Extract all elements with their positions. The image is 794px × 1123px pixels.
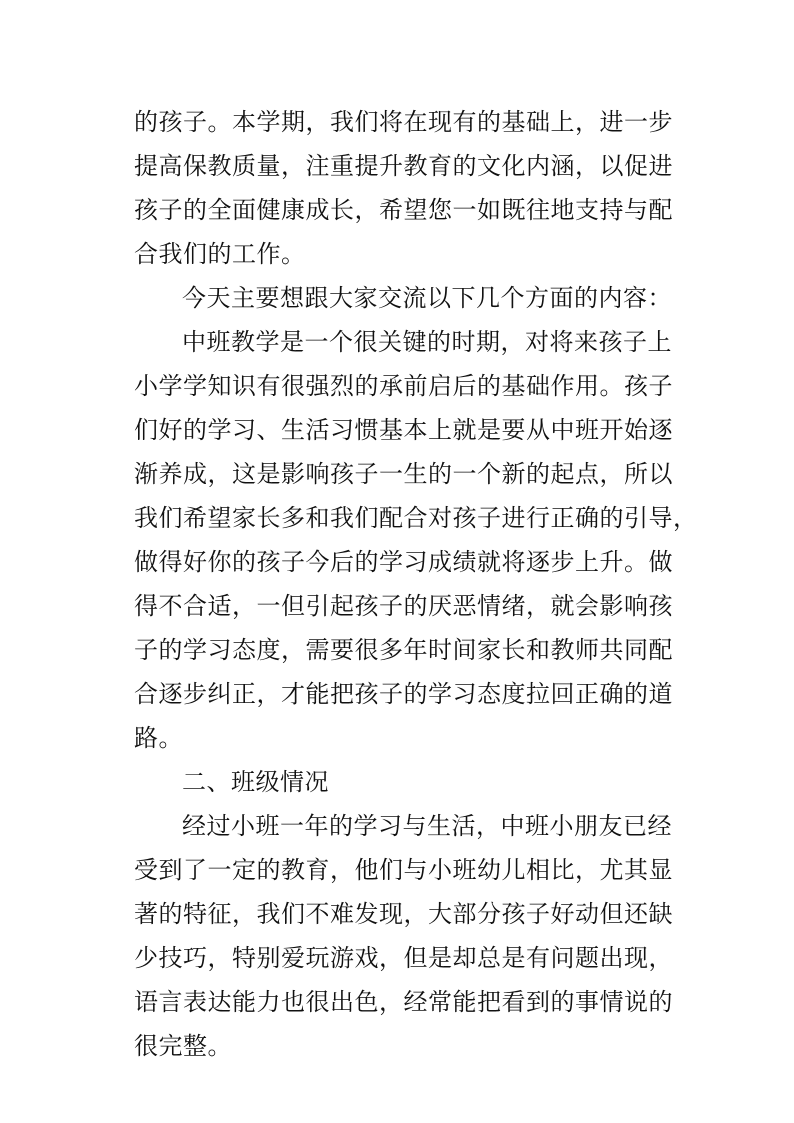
text-line: 语言表达能力也很出色，经常能把看到的事情说的 [134,988,673,1016]
text-line: 得不合适，一但引起孩子的厌恶情绪，就会影响孩 [134,592,673,620]
text-line: 经过小班一年的学习与生活，中班小朋友已经 [182,812,672,840]
document-body [134,100,698,1068]
text-line: 们好的学习、生活习惯基本上就是要从中班开始逐 [134,416,673,444]
text-line: 子的学习态度，需要很多年时间家长和教师共同配 [134,636,673,664]
text-line: 孩子的全面健康成长，希望您一如既往地支持与配 [134,196,673,224]
text-line: 提高保教质量，注重提升教育的文化内涵，以促进 [134,152,673,180]
text-line: 我们希望家长多和我们配合对孩子进行正确的引导， [134,504,698,532]
section-heading: 二、班级情况 [182,768,329,796]
text-line: 很完整。 [134,1032,232,1060]
text-line: 著的特征，我们不难发现，大部分孩子好动但还缺 [134,900,673,928]
text-line: 小学学知识有很强烈的承前启后的基础作用。孩子 [134,372,673,400]
text-line: 做得好你的孩子今后的学习成绩就将逐步上升。做 [134,548,673,576]
text-line: 路。 [134,724,183,752]
text-line: 渐养成，这是影响孩子一生的一个新的起点，所以 [134,460,673,488]
text-line: 受到了一定的教育，他们与小班幼儿相比，尤其显 [134,856,673,884]
text-line: 今天主要想跟大家交流以下几个方面的内容： [182,284,672,312]
text-line: 少技巧，特别爱玩游戏，但是却总是有问题出现， [134,944,673,972]
text-line: 的孩子。本学期，我们将在现有的基础上，进一步 [134,108,673,136]
text-line: 合我们的工作。 [134,240,306,268]
text-line: 合逐步纠正，才能把孩子的学习态度拉回正确的道 [134,680,673,708]
text-line: 中班教学是一个很关键的时期，对将来孩子上 [182,328,672,356]
